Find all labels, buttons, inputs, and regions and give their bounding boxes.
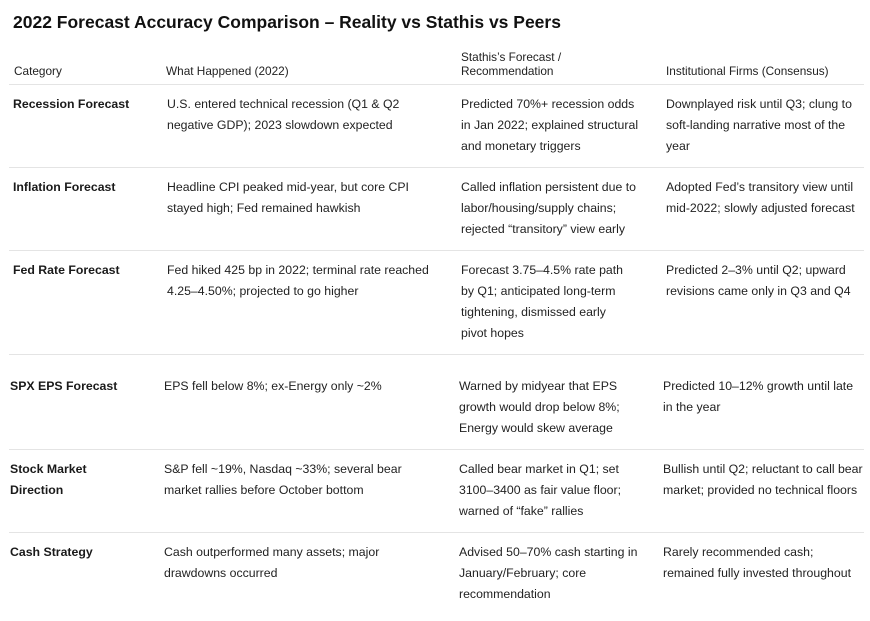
header-what-happened: What Happened (2022) [166, 64, 289, 78]
row-consensus: Predicted 10–12% growth until late in the year [663, 379, 854, 414]
row-stathis-forecast: Called bear market in Q1; set 3100–3400 as fair value floor; warned of “fake” rallies [459, 462, 622, 518]
row-divider [9, 167, 864, 168]
row-consensus: Bullish until Q2; reluctant to call bear market; provided no technical floors [663, 462, 863, 497]
row-category: Stock Market Direction [10, 462, 87, 497]
header-divider [9, 84, 864, 85]
row-consensus: Adopted Fed’s transitory view until mid-2022; slowly adjusted forecast [666, 180, 855, 215]
row-what-happened: Cash outperformed many assets; major drawdowns occurred [164, 545, 380, 580]
header-institutional-firms: Institutional Firms (Consensus) [666, 64, 829, 78]
row-divider [9, 354, 864, 355]
row-what-happened: U.S. entered technical recession (Q1 & Q2 negative GDP); 2023 slowdown expected [167, 97, 400, 132]
row-stathis-forecast: Forecast 3.75–4.5% rate path by Q1; anticipated long-term tightening, dismissed early pivot hopes [461, 263, 624, 340]
page-title: 2022 Forecast Accuracy Comparison – Reality vs Stathis vs Peers [13, 12, 561, 32]
row-stathis-forecast: Called inflation persistent due to labor/housing/supply chains; rejected “transitory” view early [461, 180, 636, 236]
header-category: Category [14, 64, 62, 78]
row-consensus: Rarely recommended cash; remained fully invested throughout [663, 545, 851, 580]
row-consensus: Predicted 2–3% until Q2; upward revisions came only in Q3 and Q4 [666, 263, 851, 298]
row-stathis-forecast: Advised 50–70% cash starting in January/February; core recommendation [459, 545, 638, 601]
header-stathis-forecast: Stathis’s Forecast / Recommendation [461, 50, 562, 78]
row-stathis-forecast: Warned by midyear that EPS growth would drop below 8%; Energy would skew average [459, 379, 620, 435]
row-consensus: Downplayed risk until Q3; clung to soft-landing narrative most of the year [666, 97, 852, 153]
row-category: Recession Forecast [13, 97, 130, 111]
row-category: SPX EPS Forecast [10, 379, 118, 393]
row-what-happened: EPS fell below 8%; ex-Energy only ~2% [164, 379, 382, 393]
row-divider [9, 250, 864, 251]
row-divider [9, 449, 864, 450]
row-what-happened: Headline CPI peaked mid-year, but core CPI stayed high; Fed remained hawkish [167, 180, 409, 215]
row-category: Cash Strategy [10, 545, 93, 559]
row-category: Inflation Forecast [13, 180, 116, 194]
row-divider [9, 532, 864, 533]
row-stathis-forecast: Predicted 70%+ recession odds in Jan 2022; explained structural and monetary triggers [461, 97, 639, 153]
row-category: Fed Rate Forecast [13, 263, 120, 277]
row-what-happened: Fed hiked 425 bp in 2022; terminal rate reached 4.25–4.50%; projected to go higher [167, 263, 429, 298]
row-what-happened: S&P fell ~19%, Nasdaq ~33%; several bear market rallies before October bottom [164, 462, 402, 497]
